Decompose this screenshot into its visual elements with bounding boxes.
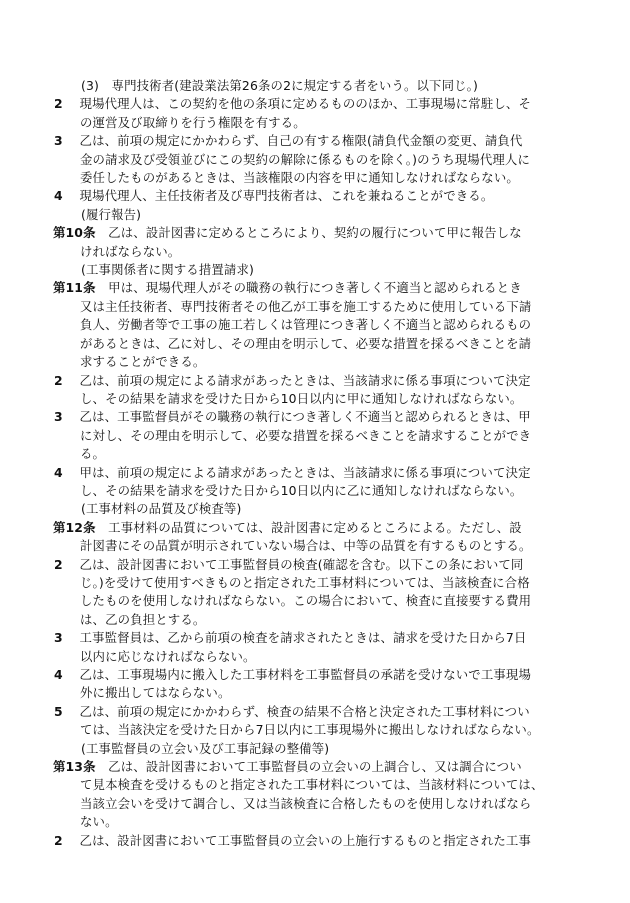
text-line [53,279,590,297]
text-line [54,95,590,113]
text-line [54,372,590,390]
line-text: 乙は、設計図書に定めるところにより、契約の履行について甲に報告しな [95,225,522,241]
text-line [67,648,590,666]
text-line [67,427,590,445]
line-text: 外に搬出してはならない。 [80,685,231,701]
clause-number: 2 [54,556,63,572]
line-text: 又は主任技術者、専門技術者その他乙が工事を施工するために使用している下請 [80,298,532,314]
text-line [67,795,590,813]
line-text: の運営及び取締りを行う権限を有する。 [80,114,306,130]
line-text: (3) 専門技術者(建設業法第26条の2に規定する者をいう。以下同じ。) [81,78,479,93]
clause-number: 4 [54,667,63,682]
text-line [54,408,590,426]
line-text: 当該立会いを受けて調合し、又は当該検査に合格したものを使用しなければなら [80,795,532,811]
text-line [67,537,590,555]
text-line [54,556,590,574]
line-text: (工事監督員の立会い及び工事記録の整備等) [81,740,330,756]
line-text: したものを使用しなければならない。この場合において、検査に直接要する費用 [80,593,532,609]
line-text: 乙は、工事現場内に搬入した工事材料を工事監督員の承諾を受けないで工事現場 [67,667,532,682]
clause-item [54,372,590,409]
clause-item [54,464,590,501]
article-number: 第10条 [53,225,96,241]
line-text: (工事材料の品質及び検査等) [81,501,242,517]
line-text: 工事監督員は、乙から前項の検査を請求されたときは、請求を受けた日から7日 [67,630,527,646]
line-text: ては、当該決定を受けた日から7日以内に工事現場外に搬出しなければならない。 [80,722,540,738]
clause-number: 4 [54,188,63,204]
line-text: 工事材料の品質については、設計図書に定めるところによる。ただし、設 [95,519,522,535]
clause-item [54,666,590,703]
article-paragraph [53,519,590,556]
line-text: (履行報告) [81,206,142,222]
text-line [67,298,590,316]
text-line [67,151,590,169]
line-text: 甲は、現場代理人がその職務の執行につき著しく不適当と認められるとき [95,280,522,296]
line-text: 甲は、前項の規定による請求があったときは、当該請求に係る事項について決定 [67,464,531,480]
line-text: 乙は、前項の規定による請求があったときは、当該請求に係る事項について決定 [67,372,531,388]
line-text: 以内に応じなければならない。 [80,648,256,664]
text-line [67,114,590,132]
line-text: 現場代理人、主任技術者及び専門技術者は、これを兼ねることができる。 [67,188,494,204]
text-line [67,813,590,831]
clause-number: 2 [54,832,63,848]
clause-number: 4 [54,464,63,480]
line-text: 計図書にその品質が明示されていない場合は、中等の品質を有するものとする。 [80,538,532,554]
text-line [54,832,590,850]
line-text: し、その結果を請求を受けた日から10日以内に乙に通知しなければならない。 [80,482,523,498]
text-line [67,316,590,334]
line-text: 現場代理人は、この契約を他の条項に定めるもののほか、工事現場に常駐し、そ [67,96,532,112]
line-text: 乙は、前項の規定にかかわらず、自己の有する権限(請負代金額の変更、請負代 [67,133,523,149]
clause-number: 3 [54,133,63,149]
text-line [54,132,590,150]
clause-item [54,408,590,463]
clause-item [54,703,590,740]
clause-item [54,95,590,132]
line-text: 乙は、工事監督員がその職務の執行につき著しく不適当と認められるときは、甲 [67,409,531,425]
section-heading [67,500,590,518]
text-line [67,721,590,739]
text-line [67,445,590,463]
line-text: ければならない。 [80,243,181,259]
text-line [67,390,590,408]
text-line [53,758,590,776]
article-paragraph [53,224,590,261]
article-number: 第12条 [53,519,96,535]
text-line [67,684,590,702]
line-text: ない。 [80,814,118,830]
text-line [67,243,590,261]
text-line [54,629,590,647]
text-line [67,574,590,592]
line-text: じ。)を受けて使用すべきものと指定された工事材料については、当該検査に合格 [80,574,530,590]
text-line [67,482,590,500]
text-line [81,500,590,518]
line-text: 乙は、前項の規定にかかわらず、検査の結果不合格と決定された工事材料につい [67,703,530,719]
clause-item [54,132,590,187]
text-line [54,464,590,482]
line-text: があるときは、乙に対し、その理由を明示して、必要な措置を採るべきことを請 [80,335,532,351]
line-text: 委任したものがあるときは、当該権限の内容を甲に通知しなければならない。 [80,170,519,186]
line-text: て見本検査を受けるものと指定された工事材料については、当該材料については、 [80,777,544,793]
article-paragraph [53,279,590,371]
line-text: (工事関係者に関する措置請求) [81,262,254,278]
clause-number: 3 [54,409,63,425]
line-text: 乙は、設計図書において工事監督員の立会いの上施行するものと指定された工事 [67,832,532,848]
text-line [67,335,590,353]
text-line [81,206,590,224]
line-text: る。 [80,446,106,462]
text-line [67,592,590,610]
line-text: し、その結果を請求を受けた日から10日以内に甲に通知しなければならない。 [80,390,523,406]
article-number: 第11条 [53,280,96,296]
section-heading [67,261,590,279]
sub-item [67,77,590,95]
text-line [67,169,590,187]
clause-item [54,556,590,630]
clause-number: 3 [54,630,63,646]
text-line [67,353,590,371]
text-line [53,519,590,537]
text-line [54,703,590,721]
clause-number: 2 [54,372,63,388]
line-text: に対し、その理由を明示して、必要な措置を採るべきことを請求することができ [80,427,532,443]
text-line [54,666,590,684]
clause-item [54,629,590,666]
clause-number: 5 [54,703,63,719]
line-text: 負人、労働者等で工事の施工若しくは管理につき著しく不適当と認められるもの [80,317,532,333]
section-heading [67,740,590,758]
line-text: 乙は、設計図書において工事監督員の検査(確認を含む。以下この条において同 [67,556,524,572]
text-line [81,740,590,758]
clause-number: 2 [54,96,63,112]
text-line [67,611,590,629]
text-line [81,77,590,95]
line-text: は、乙の負担とする。 [80,611,206,627]
text-line [81,261,590,279]
line-text: 金の請求及び受領並びにこの契約の解除に係るものを除く。)のうち現場代理人に [80,151,530,167]
article-number: 第13条 [53,759,96,775]
text-line [67,776,590,794]
section-heading [67,206,590,224]
line-text: 求することができる。 [80,354,206,370]
line-text: 乙は、設計図書において工事監督員の立会いの上調合し、又は調合につい [95,759,522,775]
clause-item [54,187,590,205]
article-paragraph [53,758,590,832]
text-line [54,187,590,205]
text-line [53,224,590,242]
clause-item [54,832,590,850]
